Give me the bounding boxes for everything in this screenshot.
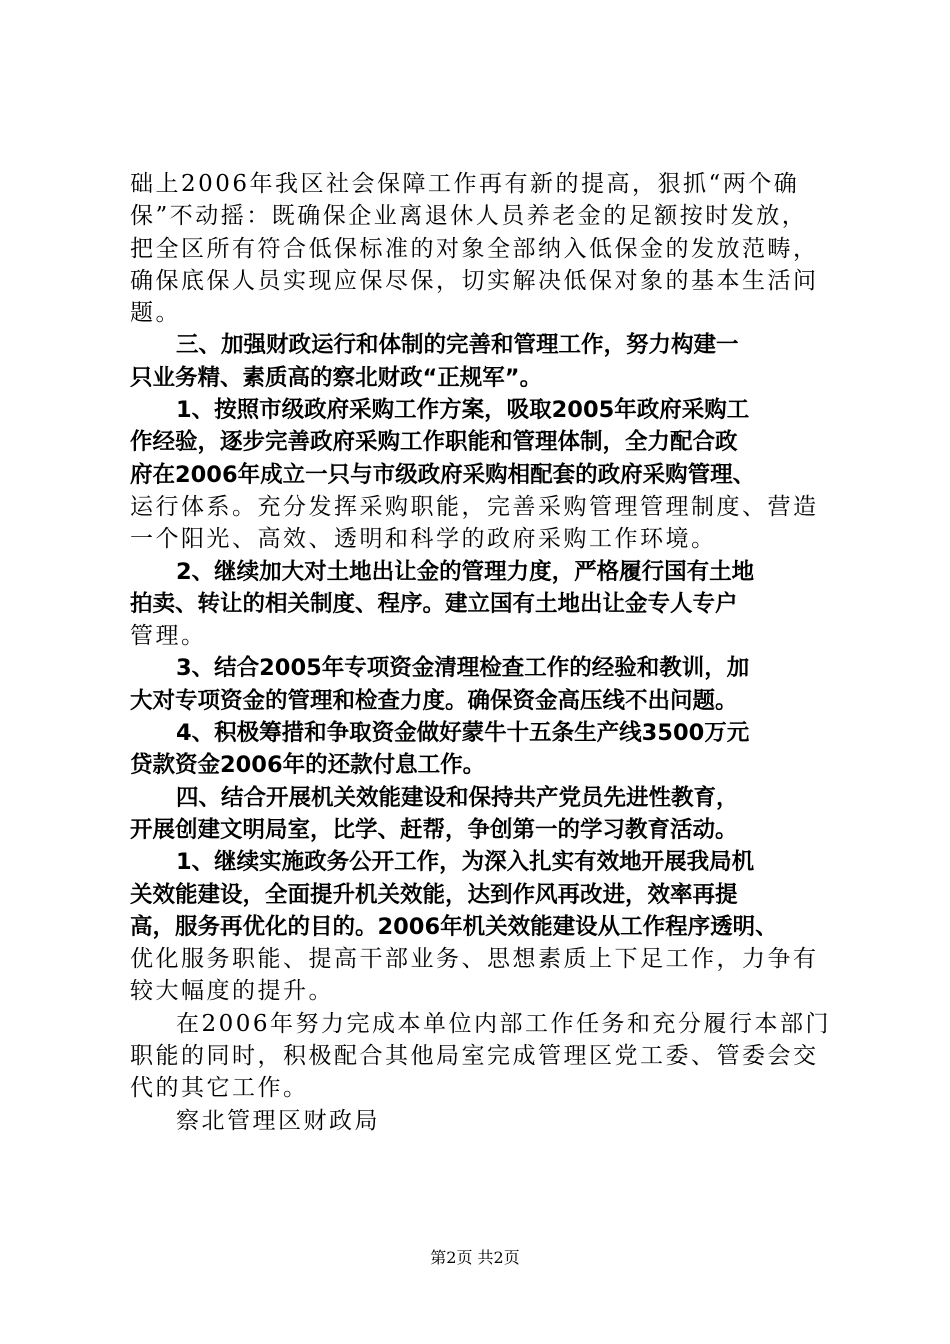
page-number: 第2页 共2页: [430, 1248, 520, 1267]
text-line: 确保底保人员实现应保尽保，切实解决低保对象的基本生活问: [130, 267, 819, 294]
text-line: 拍卖、转让的相关制度、程序。建立国有土地出让金专人专户: [130, 590, 738, 617]
text-line: 优化服务职能、提高干部业务、思想素质上下足工作，力争有: [130, 946, 819, 973]
section-heading-4-cont: 开展创建文明局室，比学、赶帮，争创第一的学习教育活动。: [130, 816, 738, 843]
text-line: 把全区所有符合低保标准的对象全部纳入低保金的发放范畴，: [130, 235, 819, 262]
section-heading-3: 三、加强财政运行和体制的完善和管理工作，努力构建一: [176, 332, 739, 359]
text-line: 大对专项资金的管理和检查力度。确保资金高压线不出问题。: [130, 687, 738, 714]
item-4-1: 1、继续实施政务公开工作，为深入扎实有效地开展我局机: [176, 849, 755, 876]
text-line: 一个阳光、高效、透明和科学的政府采购工作环境。: [130, 526, 717, 553]
item-3-4: 4、积极筹措和争取资金做好蒙牛十五条生产线3500万元: [176, 720, 750, 747]
text-line: 保”不动摇：既确保企业离退休人员养老金的足额按时发放，: [130, 203, 808, 230]
page-footer: [0, 1245, 950, 1268]
text-line: 职能的同时，积极配合其他局室完成管理区党工委、管委会交: [130, 1043, 819, 1070]
text-line: 管理。: [130, 623, 207, 650]
closing-paragraph: 在2006年努力完成本单位内部工作任务和充分履行本部门: [176, 1010, 832, 1037]
text-line: 题。: [130, 300, 181, 327]
text-line: 础上2006年我区社会保障工作再有新的提高，狠抓“两个确: [130, 171, 800, 197]
item-3-3: 3、结合2005年专项资金清理检查工作的经验和教训，加: [176, 655, 750, 682]
text-line: 代的其它工作。: [130, 1075, 309, 1102]
signature: 察北管理区财政局: [176, 1107, 380, 1134]
text-line: 作经验，逐步完善政府采购工作职能和管理体制，全力配合政: [130, 429, 738, 456]
text-line: 高，服务再优化的目的。2006年机关效能建设从工作程序透明、: [130, 913, 778, 940]
text-line: 较大幅度的提升。: [130, 978, 334, 1005]
text-line: 贷款资金2006年的还款付息工作。: [130, 752, 486, 779]
section-heading-3-cont: 只业务精、素质高的察北财政“正规军”。: [130, 364, 543, 391]
item-3-2: 2、继续加大对土地出让金的管理力度，严格履行国有土地: [176, 558, 755, 585]
text-line: 运行体系。充分发挥采购职能，完善采购管理管理制度、营造: [130, 493, 819, 520]
item-3-1: 1、按照市级政府采购工作方案，吸取2005年政府采购工: [176, 397, 750, 424]
document-body: [130, 168, 830, 1137]
text-line: 关效能建设，全面提升机关效能，达到作风再改进，效率再提: [130, 881, 738, 908]
section-heading-4: 四、结合开展机关效能建设和保持共产党员先进性教育，: [176, 784, 739, 811]
text-line: 府在2006年成立一只与市级政府采购相配套的政府采购管理、: [130, 461, 756, 488]
